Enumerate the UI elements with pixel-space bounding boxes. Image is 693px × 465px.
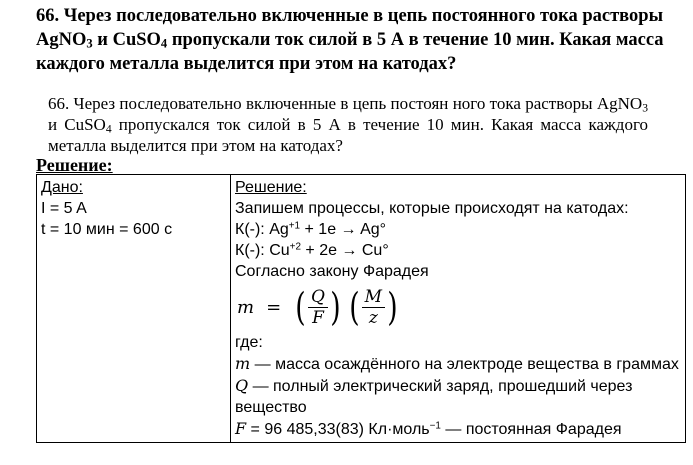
definition-q (235, 375, 681, 418)
heading-text-3: пропускали ток силой в 5 А в течение 10 мин. Какая масса каждого металла выделится при этом на катодах? (36, 30, 664, 74)
given-current: I = 5 A (41, 200, 87, 217)
heading-text-1: 66. Через последовательно включенные в цепь постоянного тока растворы AgNO (36, 6, 664, 50)
definition-f-value: = 96 485,33(83) Кл·моль (246, 421, 430, 438)
definition-m-text: — масса осаждённого на электроде вещества в граммах (250, 356, 679, 373)
definition-q-text: — полный электрический заряд, прошедший через вещество (235, 378, 633, 416)
faraday-law-label: Согласно закону Фарадея (235, 263, 429, 280)
formula-molar-mass: M (362, 287, 385, 308)
faraday-formula (237, 282, 681, 332)
work-cell (231, 175, 686, 443)
formula-f: F (312, 307, 324, 328)
problem-text-1: 66. Через последовательно включенные в цепь постоян ного тока растворы AgNO (48, 94, 643, 113)
heading-subscript-2: 4 (160, 36, 168, 51)
formula-equals: = (266, 296, 282, 318)
definition-m (235, 353, 681, 375)
definition-f-text: — постоянная Фарадея (440, 421, 622, 438)
solution-table (36, 174, 686, 443)
problem-text-2: и CuSO (48, 115, 106, 134)
given-title: Дано: (41, 179, 83, 196)
reaction-silver-rhs: + 1e → Ag° (300, 221, 387, 238)
reaction-silver (235, 219, 681, 240)
formula-z: z (368, 307, 378, 328)
reaction-silver-lhs: К(-): Ag (235, 221, 289, 238)
reaction-copper-charge: +2 (289, 241, 301, 253)
reaction-copper-lhs: К(-): Cu (235, 242, 290, 259)
work-title: Решение: (235, 179, 307, 196)
problem-statement (48, 93, 648, 156)
reaction-copper (235, 240, 681, 261)
reaction-copper-rhs: + 2e → Cu° (300, 242, 389, 259)
formula-m: m (237, 296, 255, 318)
reaction-silver-charge: +1 (288, 220, 301, 232)
formula-q: Q (308, 287, 328, 308)
formula-q-over-f: ( $\frac{Q}{F}$ ) (295, 285, 341, 329)
solution-label: Решение: (36, 155, 113, 175)
given-cell (37, 175, 231, 443)
problem-subscript-2: 4 (105, 122, 112, 136)
definition-f-exponent: −1 (429, 420, 441, 432)
given-time: t = 10 мин = 600 с (41, 221, 173, 238)
where-label: где: (235, 334, 263, 351)
definition-q-symbol: Q (235, 376, 249, 395)
formula-m-over-z: ( $\frac{M}{z}$ ) (348, 285, 398, 329)
definition-f (235, 418, 681, 440)
heading-text-2: и CuSO (92, 30, 161, 50)
problem-heading (36, 4, 676, 76)
definition-f-symbol: F (235, 419, 247, 438)
problem-text-3: пропускался ток силой в 5 А в течение 10 мин. Какая масса каждого металла выделится при этом на катодах? (48, 115, 648, 155)
problem-subscript-1: 3 (642, 101, 648, 115)
definition-m-symbol: m (235, 354, 251, 373)
heading-subscript-1: 3 (86, 36, 93, 51)
work-intro: Запишем процессы, которые происходят на катодах: (235, 200, 629, 217)
